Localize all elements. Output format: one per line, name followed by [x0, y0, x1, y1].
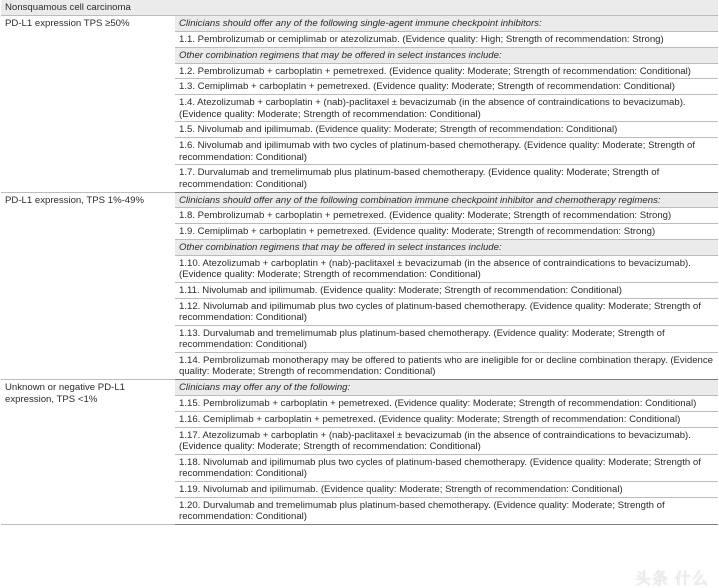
recommendation-text: 1.3. Cemiplimab + carboplatin + pemetrexed. (Evidence quality: Moderate; Strength of recommendation: Conditional)	[175, 79, 718, 95]
recommendation-text: 1.12. Nivolumab and ipilimumab plus two cycles of platinum-based chemotherapy. (Evidence quality: Moderate; Strength of recommendation: Conditional)	[175, 299, 718, 326]
intro-row	[1, 192, 718, 208]
intro-row	[1, 15, 718, 31]
recommendation-text: 1.14. Pembrolizumab monotherapy may be offered to patients who are ineligible for or decline combination therapy. (Evidence quality: Moderate; Strength of recommendation: Conditional)	[175, 353, 718, 380]
section-row	[1, 0, 718, 15]
recommendation-text: 1.2. Pembrolizumab + carboplatin + pemetrexed. (Evidence quality: Moderate; Strength of recommendation: Conditional)	[175, 63, 718, 79]
recommendation-text: 1.15. Pembrolizumab + carboplatin + pemetrexed. (Evidence quality: Moderate; Strength of recommendation: Conditional)	[175, 396, 718, 412]
recommendation-text: 1.19. Nivolumab and ipilimumab. (Evidence quality: Moderate; Strength of recommendation: Conditional)	[175, 482, 718, 498]
group-label: PD-L1 expression TPS ≥50%	[1, 15, 175, 192]
recommendation-text: 1.4. Atezolizumab + carboplatin + (nab)-paclitaxel ± bevacizumab (in the absence of contraindications to bevacizumab). (Evidence quality: Moderate; Strength of recommendation: Conditional)	[175, 95, 718, 122]
recommendation-text: 1.17. Atezolizumab + carboplatin + (nab)-paclitaxel ± bevacizumab (in the absence of contraindications to bevacizumab). (Evidence quality: Moderate; Strength of recommendation: Conditional)	[175, 428, 718, 455]
watermark: 头条 什么	[635, 573, 709, 584]
recommendations-table	[1, 0, 718, 525]
group-label: Unknown or negative PD-L1 expression, TPS <1%	[1, 380, 175, 525]
intro-text: Clinicians should offer any of the following combination immune checkpoint inhibitor and chemotherapy regimens:	[175, 192, 718, 208]
group-label: PD-L1 expression, TPS 1%-49%	[1, 192, 175, 380]
intro-text: Clinicians should offer any of the following single-agent immune checkpoint inhibitors:	[175, 15, 718, 31]
section-title: Nonsquamous cell carcinoma	[1, 0, 718, 15]
intro-text: Clinicians may offer any of the following:	[175, 380, 718, 396]
recommendation-text: 1.5. Nivolumab and ipilimumab. (Evidence quality: Moderate; Strength of recommendation: Conditional)	[175, 122, 718, 138]
recommendation-text: 1.1. Pembrolizumab or cemiplimab or atezolizumab. (Evidence quality: High; Strength of recommendation: Strong)	[175, 31, 718, 47]
recommendation-text: 1.6. Nivolumab and ipilimumab with two cycles of platinum-based chemotherapy. (Evidence quality: Moderate; Strength of recommendation: Conditional)	[175, 138, 718, 165]
recommendation-text: 1.16. Cemiplimab + carboplatin + pemetrexed. (Evidence quality: Moderate; Strength of recommendation: Conditional)	[175, 412, 718, 428]
intro-row	[1, 380, 718, 396]
recommendations-body	[1, 0, 718, 525]
recommendation-text: 1.20. Durvalumab and tremelimumab plus platinum-based chemotherapy. (Evidence quality: Moderate; Strength of recommendation: Conditional)	[175, 498, 718, 525]
recommendation-text: 1.13. Durvalumab and tremelimumab plus platinum-based chemotherapy. (Evidence quality: Moderate; Strength of recommendation: Conditional)	[175, 326, 718, 353]
recommendation-text: 1.7. Durvalumab and tremelimumab plus platinum-based chemotherapy. (Evidence quality: Moderate; Strength of recommendation: Conditional)	[175, 165, 718, 192]
intro-text: Other combination regimens that may be offered in select instances include:	[175, 240, 718, 256]
recommendation-text: 1.9. Cemiplimab + carboplatin + pemetrexed. (Evidence quality: Moderate; Strength of recommendation: Strong)	[175, 224, 718, 240]
recommendation-text: 1.10. Atezolizumab + carboplatin + (nab)-paclitaxel ± bevacizumab (in the absence of contraindications to bevacizumab). (Evidence quality: Moderate; Strength of recommendation: Conditional)	[175, 256, 718, 283]
intro-text: Other combination regimens that may be offered in select instances include:	[175, 47, 718, 63]
recommendation-text: 1.8. Pembrolizumab + carboplatin + pemetrexed. (Evidence quality: Moderate; Strength of recommendation: Strong)	[175, 208, 718, 224]
recommendation-text: 1.11. Nivolumab and ipilimumab. (Evidence quality: Moderate; Strength of recommendation: Conditional)	[175, 283, 718, 299]
recommendation-text: 1.18. Nivolumab and ipilimumab plus two cycles of platinum-based chemotherapy. (Evidence quality: Moderate; Strength of recommendation: Conditional)	[175, 455, 718, 482]
